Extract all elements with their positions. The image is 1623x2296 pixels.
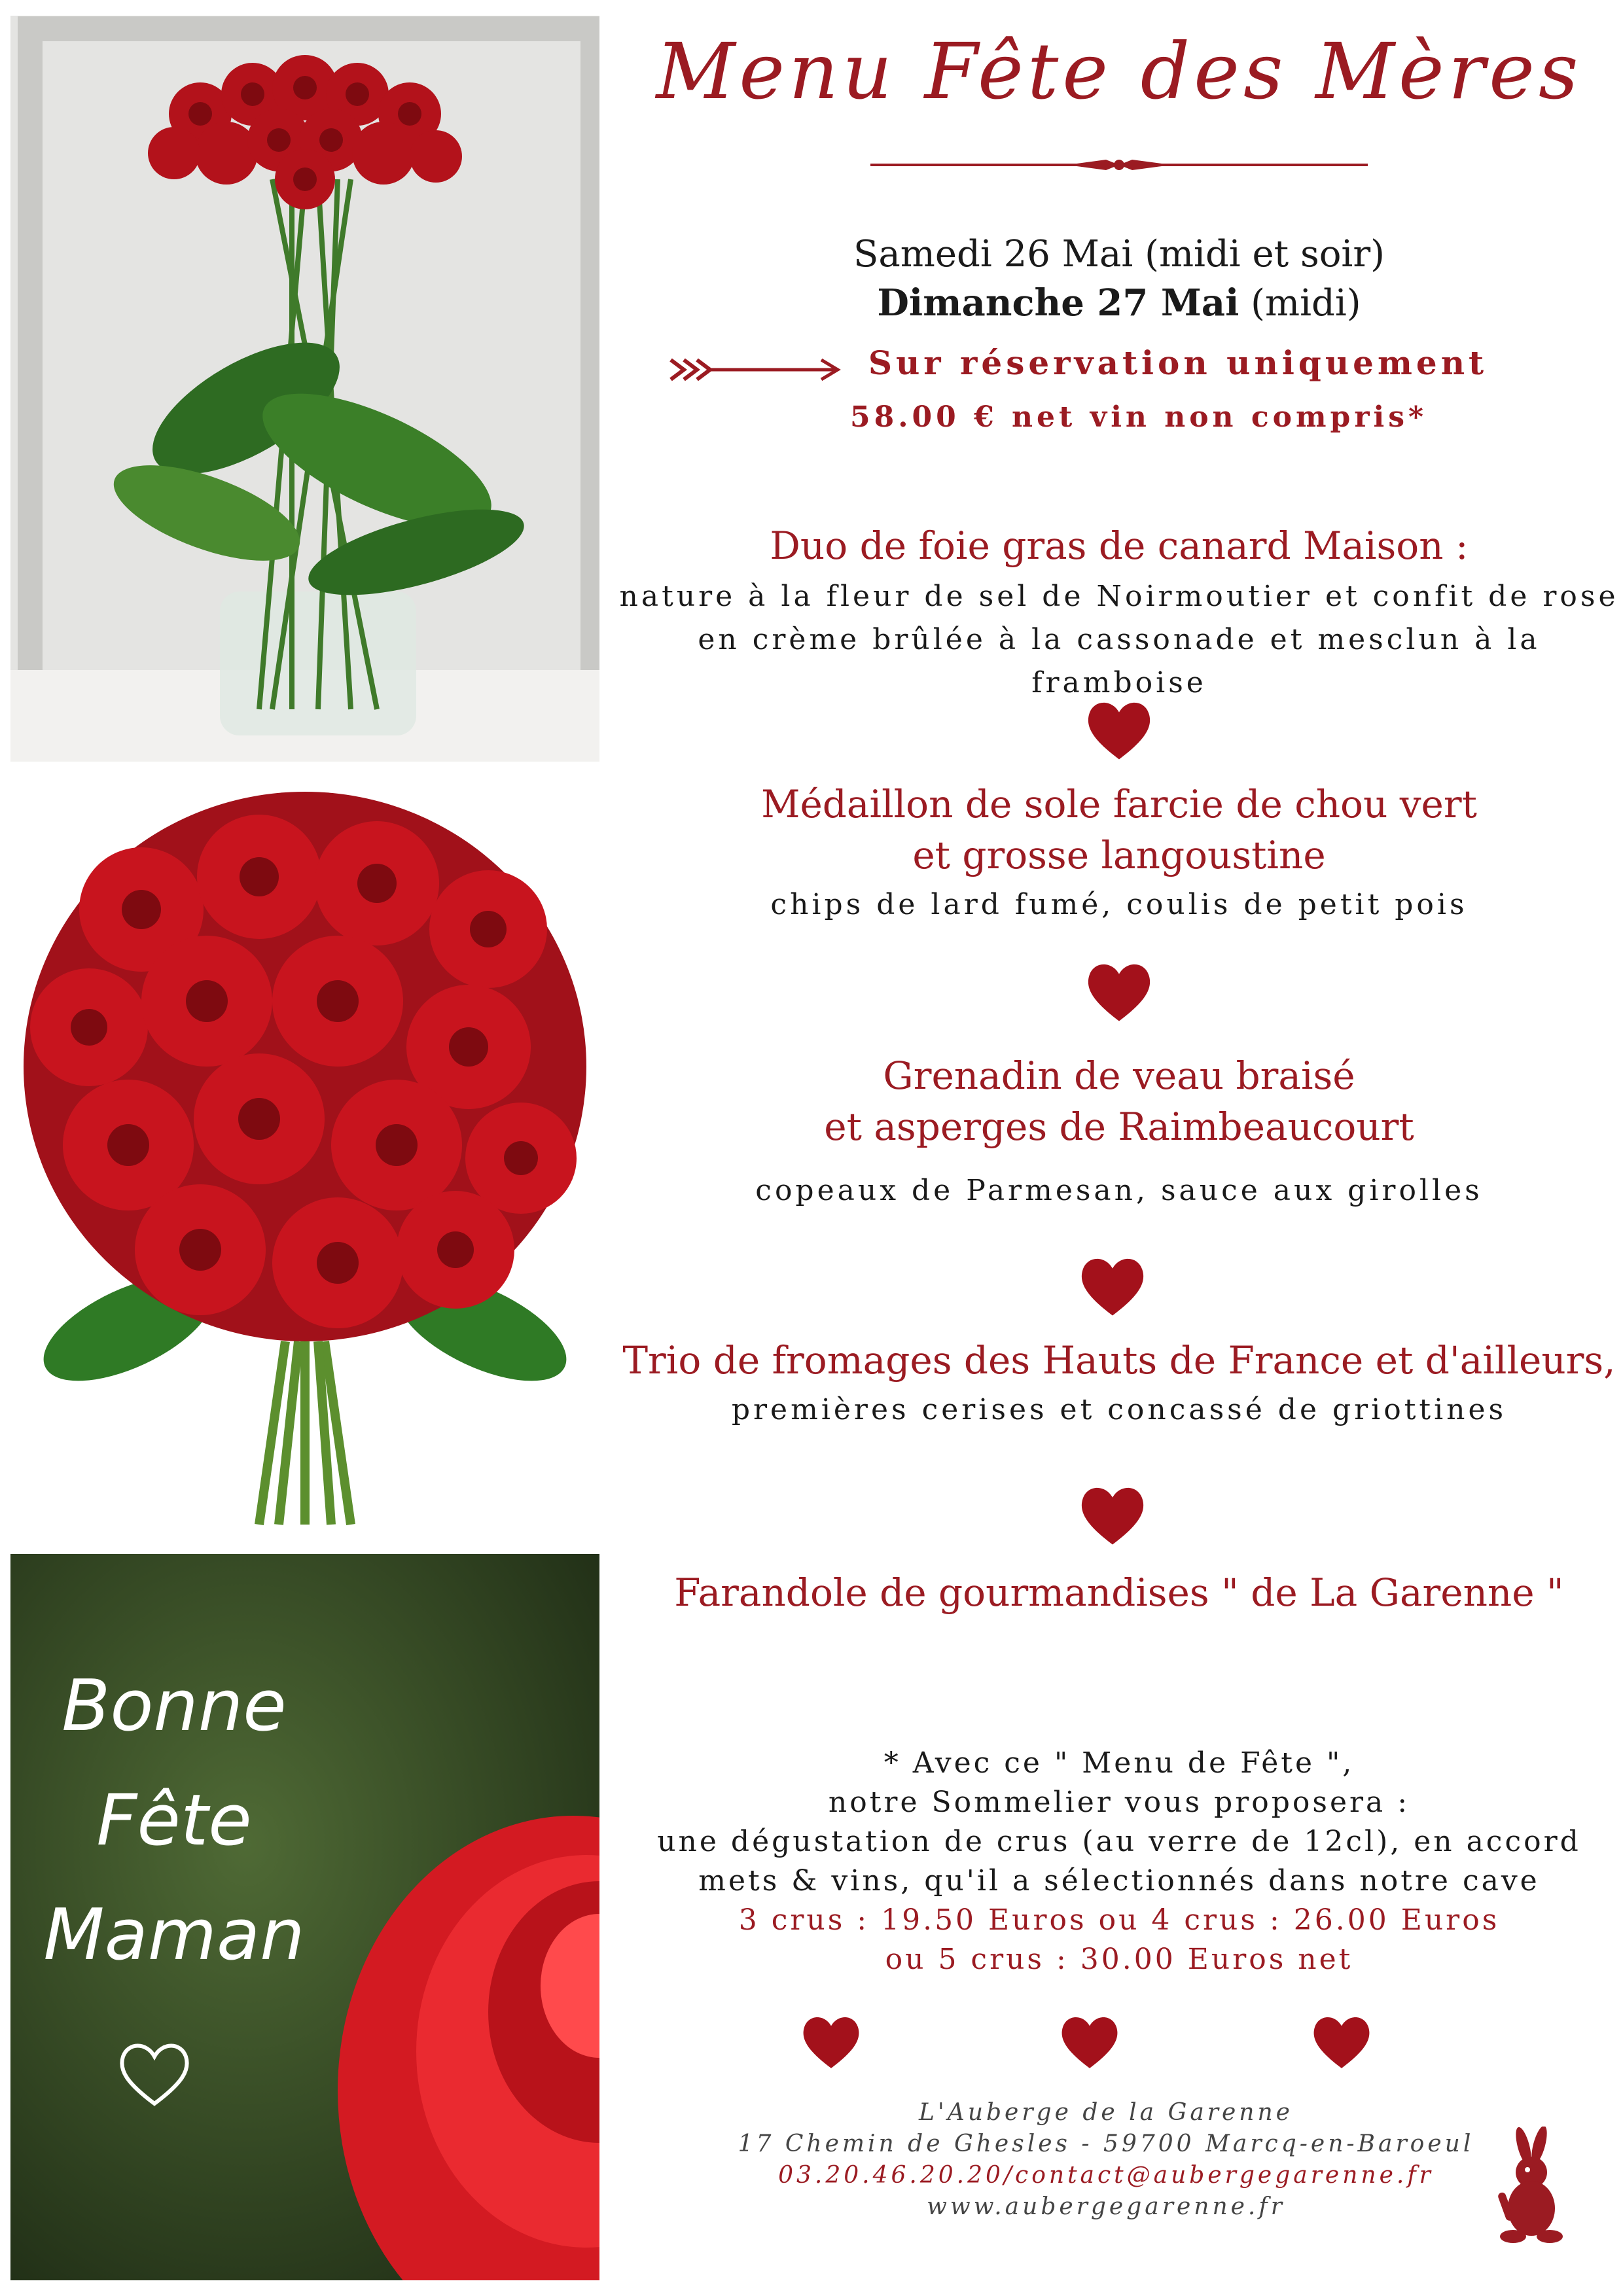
date-line-2-rest: (midi) xyxy=(1239,282,1361,325)
wine-price-line: ou 5 crus : 30.00 Euros net xyxy=(885,1943,1353,1976)
course-description: en crème brûlée à la cassonade et mesclun à la framboise xyxy=(698,623,1541,699)
outline-heart-icon xyxy=(115,2038,194,2110)
course-title: et asperges de Raimbeaucourt xyxy=(824,1104,1414,1149)
restaurant-contact[interactable]: 03.20.46.20.20/contact@aubergegarenne.fr xyxy=(778,2162,1434,2189)
course-title: Duo de foie gras de canard Maison : xyxy=(770,523,1469,568)
reservation-notice: Sur réservation uniquement xyxy=(868,344,1488,382)
note-line: mets & vins, qu'il a sélectionnés dans notre cave xyxy=(698,1864,1540,1898)
restaurant-footer xyxy=(654,2097,1558,2223)
greeting-line: Fête xyxy=(96,1780,252,1862)
heart-icon xyxy=(1309,2012,1374,2071)
heart-icon xyxy=(798,2012,864,2071)
heart-icon xyxy=(1077,1482,1149,1547)
course-title: Trio de fromages des Hauts de France et d'ailleurs, xyxy=(622,1338,1616,1383)
menu-price: 58.00 € net vin non compris* xyxy=(849,400,1428,434)
heart-icon xyxy=(1083,697,1155,762)
ornamental-divider xyxy=(870,152,1368,178)
course-description: chips de lard fumé, coulis de petit pois xyxy=(770,888,1468,921)
menu-course-1 xyxy=(615,520,1623,705)
date-line-1: Samedi 26 Mai (midi et soir) xyxy=(853,233,1385,275)
note-line: notre Sommelier vous proposera : xyxy=(828,1786,1410,1819)
course-description: premières cerises et concassé de griottines xyxy=(731,1393,1507,1426)
restaurant-name: L'Auberge de la Garenne xyxy=(919,2099,1293,2126)
roses-vase-photo xyxy=(10,16,599,762)
course-description: nature à la fleur de sel de Noirmoutier et confit de rose xyxy=(619,580,1619,613)
rose-greeting-photo xyxy=(10,1554,599,2280)
date-line-2-bold: Dimanche 27 Mai xyxy=(877,281,1240,325)
event-dates xyxy=(615,230,1623,328)
course-title: et grosse langoustine xyxy=(912,833,1326,877)
greeting-line: Bonne xyxy=(62,1665,287,1747)
note-line: une dégustation de crus (au verre de 12cl), en accord xyxy=(657,1825,1581,1858)
heart-icon xyxy=(1057,2012,1122,2071)
restaurant-address: 17 Chemin de Ghesles - 59700 Marcq-en-Baroeul xyxy=(738,2130,1474,2157)
menu-course-4 xyxy=(615,1335,1623,1432)
menu-course-2 xyxy=(615,779,1623,927)
restaurant-website[interactable]: www.aubergegarenne.fr xyxy=(927,2193,1285,2220)
menu-course-5 xyxy=(615,1567,1623,1618)
page-title: Menu Fête des Mères xyxy=(656,26,1582,116)
heart-icon xyxy=(1083,959,1155,1024)
wine-pairing-note xyxy=(615,1744,1623,1979)
greeting-line: Maman xyxy=(43,1894,305,1976)
course-title: Farandole de gourmandises " de La Garenne " xyxy=(674,1570,1564,1615)
course-title: Médaillon de sole farcie de chou vert xyxy=(761,782,1477,826)
heart-icon xyxy=(1077,1253,1149,1318)
date-line-2 xyxy=(615,279,1623,328)
arrow-icon xyxy=(668,353,844,386)
rose-bouquet-photo xyxy=(10,779,599,1528)
course-title: Grenadin de veau braisé xyxy=(883,1053,1355,1098)
course-description: copeaux de Parmesan, sauce aux girolles xyxy=(755,1174,1483,1207)
greeting-text xyxy=(37,1665,312,1976)
note-line: * Avec ce " Menu de Fête ", xyxy=(883,1746,1355,1780)
wine-price-line: 3 crus : 19.50 Euros ou 4 crus : 26.00 Euros xyxy=(738,1903,1500,1937)
menu-course-3 xyxy=(615,1050,1623,1212)
rabbit-logo-icon xyxy=(1492,2127,1571,2248)
